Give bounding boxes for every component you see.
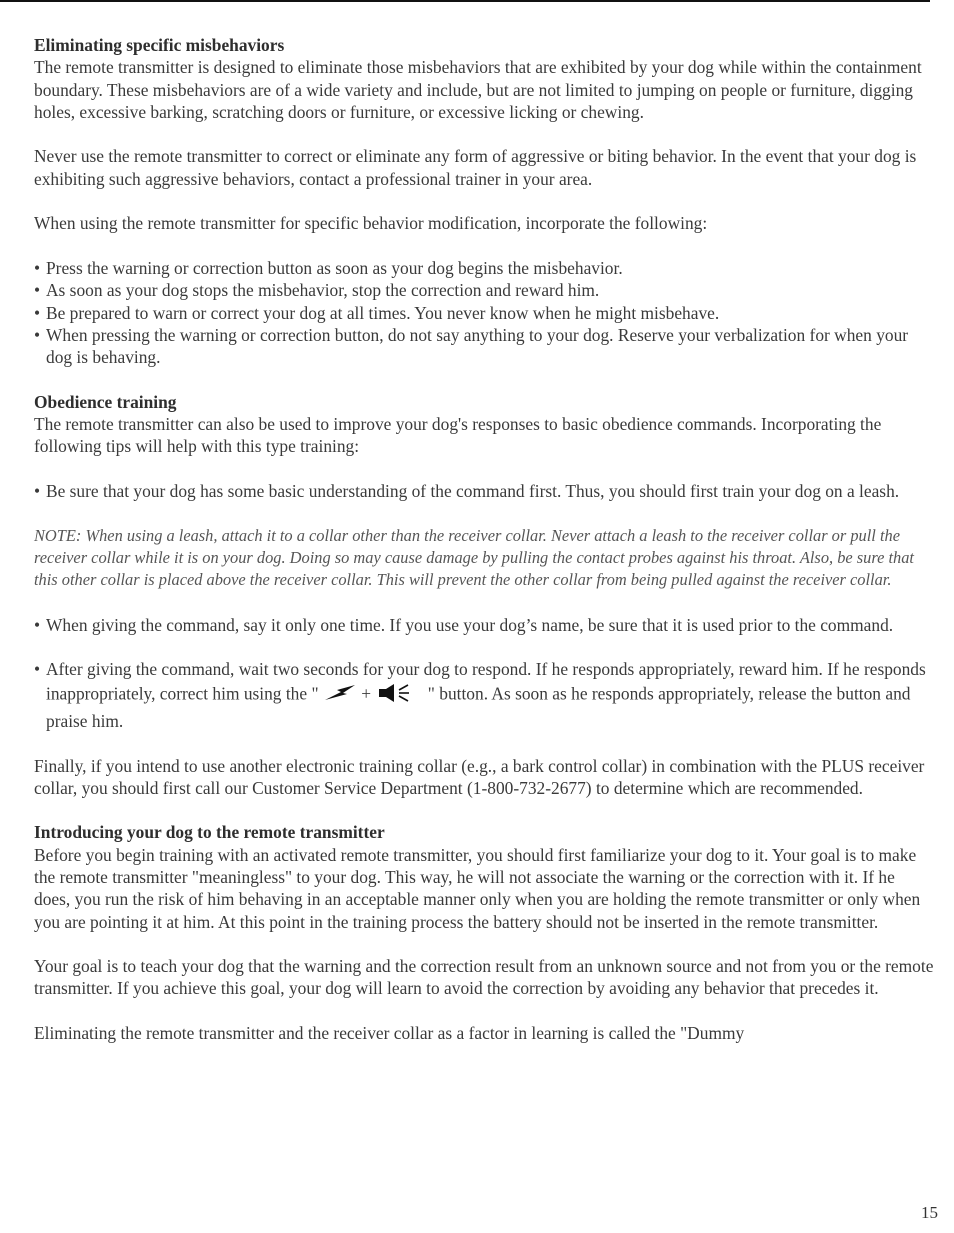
bullet-item: • When pressing the warning or correction button, do not say anything to your dog. Reserve your verbalization for when your dog is behaving. xyxy=(34,324,934,369)
leash-note: NOTE: When using a leash, attach it to a collar other than the receiver collar. Never attach a leash to the receiver collar or pull the receiver collar while it is on your dog. Doing so may cause damage by pulling the contact probes against his throat. Also, be sure that this other collar is placed above the receiver collar. This will prevent the other collar from being pulled against the receiver collar. xyxy=(34,525,914,590)
misbehaviors-bullet-list xyxy=(34,257,934,368)
bullet-item: • Press the warning or correction button as soon as your dog begins the misbehavior. xyxy=(34,257,934,279)
bullet-text-start: After giving the command, wait two seconds for your dog to respond. If he responds appropriately, reward him. If he responds inappropriately, correct him using the " xyxy=(46,659,926,704)
introducing-paragraph-1: Before you begin training with an activated remote transmitter, you should first familiarize your dog to it. Your goal is to make the remote transmitter "meaningless" to your dog. This way, he will not associate the warning or the correction with it. If he does, you run the risk of him behaving in an acceptable manner only when you are holding the remote transmitter or only when you are pointing it at him. At this point in the training process the battery should not be inserted in the remote transmitter. xyxy=(34,844,921,932)
obedience-bullet-list-1 xyxy=(34,480,934,502)
lightning-bolt-icon xyxy=(323,682,357,709)
introducing-heading: Introducing your dog to the remote transmitter xyxy=(34,822,385,843)
bullet-item: • Be prepared to warn or correct your dog at all times. You never know when he might misbehave. xyxy=(34,302,934,324)
introducing-paragraph-2: Your goal is to teach your dog that the warning and the correction result from an unknown source and not from you or the remote transmitter. If you achieve this goal, your dog will learn to avoid the correction by avoiding any behavior that precedes it. xyxy=(34,956,934,999)
bullet-text-end: " button. As soon as he responds appropriately, release the button and praise him. xyxy=(46,683,911,731)
obedience-paragraph-1: The remote transmitter can also be used to improve your dog's responses to basic obedience commands. Incorporating the following tips will help with this type training: xyxy=(34,414,882,457)
bullet-item-with-icons xyxy=(34,658,934,732)
obedience-bullet-list-2 xyxy=(34,614,934,636)
top-rule xyxy=(0,0,930,2)
bullet-item: • When giving the command, say it only one time. If you use your dog’s name, be sure that it is used prior to the command. xyxy=(34,614,934,636)
bullet-item: • Be sure that your dog has some basic understanding of the command first. Thus, you should first train your dog on a leash. xyxy=(34,480,934,502)
speaker-icon xyxy=(375,681,423,710)
obedience-paragraph-2: Finally, if you intend to use another electronic training collar (e.g., a bark control collar) in combination with the PLUS receiver collar, you should first call our Customer Service Department (1-800-732-2677) to determine which are recommended. xyxy=(34,755,925,798)
manual-page xyxy=(34,34,934,1044)
bullet-item: • As soon as your dog stops the misbehavior, stop the correction and reward him. xyxy=(34,279,934,301)
page-number: 15 xyxy=(921,1203,938,1222)
obedience-heading: Obedience training xyxy=(34,391,177,412)
misbehaviors-paragraph-1: The remote transmitter is designed to eliminate those misbehaviors that are exhibited by your dog while within the containment boundary. These misbehaviors are of a wide variety and include, but are not limited to jumping on people or furniture, digging holes, excessive barking, scratching doors or furniture, or excessive licking or chewing. xyxy=(34,57,922,122)
misbehaviors-heading: Eliminating specific misbehaviors xyxy=(34,35,285,55)
misbehaviors-paragraph-3: When using the remote transmitter for specific behavior modification, incorporate the following: xyxy=(34,213,708,234)
obedience-bullet-list-3 xyxy=(34,658,934,732)
introducing-paragraph-3: Eliminating the remote transmitter and the receiver collar as a factor in learning is called the "Dummy xyxy=(34,1023,745,1044)
plus-sign: + xyxy=(361,683,372,704)
misbehaviors-paragraph-2: Never use the remote transmitter to correct or eliminate any form of aggressive or biting behavior. In the event that your dog is exhibiting such aggressive behaviors, contact a professional trainer in your area. xyxy=(34,146,917,189)
